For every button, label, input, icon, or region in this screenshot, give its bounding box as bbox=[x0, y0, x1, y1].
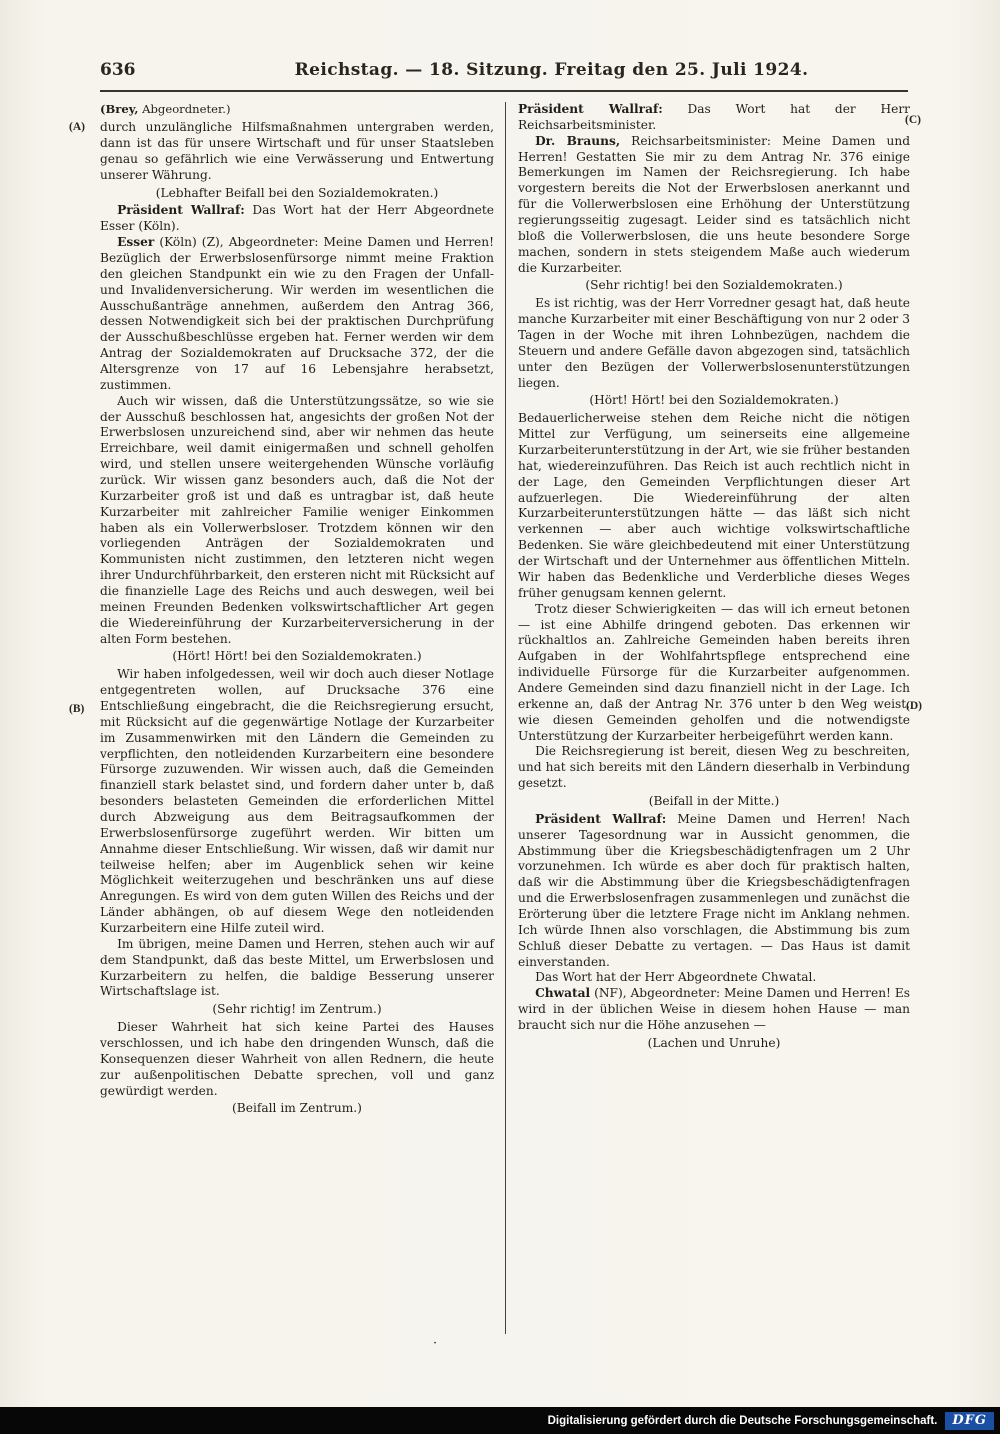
speech-paragraph: Trotz dieser Schwierigkeiten — das will ich erneut betonen — ist eine Abhilfe dringend geboten. Das erkennen wir rückhaltlos an. Zahlreiche Gemeinden haben bereits ihren Aufgaben in der Wohlfahrtspflege entsprechend eine individuelle Fürsorge für die Kurzarbeiter aufgenommen. Andere Gemeinden sind dazu finanziell nicht in der Lage. Ich erkenne an, daß der Antrag Nr. 376 unter b den Weg weist, wie diesen Gemeinden geholfen und die notwendigste Unterstützung der Kurzarbeiter herbeigeführt werden kann. bbox=[518, 601, 910, 743]
dfg-logo: DFG bbox=[945, 1412, 994, 1430]
speech-paragraph: Wir haben infolgedessen, weil wir doch auch dieser Notlage entgegentreten wollen, auf Drucksache 376 eine Entschließung eingebracht, die die Reichsregierung ersucht, mit Rücksicht auf die gegenwärtige Notlage der Kurzarbeiter im Zusammenwirken mit den Ländern die Gemeinden zu verpflichten, den notleidenden Kurzarbeitern eine besondere Fürsorge zuzuwenden. Wir wissen auch, daß die Gemeinden finanziell stark belastet sind, und fordern daher unter b, daß besonders belasteten Gemeinden die erforderlichen Mittel durch Abzweigung aus dem Beitragsaufkommen der Erwerbslosenfürsorge zugeführt werden. Wir bitten um Annahme dieser Entschließung. Wir wissen, daß wir damit nur teilweise helfen; aber im Augenblick sehen wir keine Möglichkeit weiterzugehen und beschränken uns auf diese Anregungen. Es wird von dem guten Willen des Reichs und der Länder abhängen, ob auf diesem Wege den notleidenden Kurzarbeitern eine Hilfe zuteil wird. bbox=[100, 667, 494, 936]
speech-paragraph: Es ist richtig, was der Herr Vorredner gesagt hat, daß heute manche Kurzarbeiter mit einer Beschäftigung von nur 2 oder 3 Tagen in der Woche mit ihren Lohnbezügen, nachdem die Steuern und andere Gefälle davon abgezogen sind, tatsächlich unter den Bezügen der Vollerwerbslosenunterstützungen liegen. bbox=[518, 296, 910, 390]
stage-direction: (Sehr richtig! im Zentrum.) bbox=[212, 1002, 382, 1017]
speaker-role: Abgeordneter.) bbox=[142, 102, 231, 116]
speaker-name: Esser bbox=[117, 235, 155, 250]
speaker-paragraph bbox=[518, 102, 910, 134]
digitization-footer bbox=[0, 1407, 1000, 1434]
speech-text: Meine Damen und Herren! Nach unserer Tagesordnung war in Aussicht genommen, die Abstimmung über die Kriegsbeschädigtenfragen um 2 Uhr vorzunehmen. Ich würde es aber doch für praktisch halten, daß wir die Abstimmung über die Kriegsbeschädigtenfragen und die Erwerbslosenfragen zusammenlegen und zunächst die Erörterung über die letztere Frage nicht im Anklang nehmen. Ich würde Ihnen also vorschlagen, die Abstimmung bis zum Schluß dieser Debatte zu vertagen. — Das Haus ist damit einverstanden. bbox=[518, 811, 910, 969]
speaker-paragraph bbox=[518, 812, 910, 971]
stage-direction: (Hört! Hört! bei den Sozialdemokraten.) bbox=[589, 393, 839, 408]
margin-marker-d: (D) bbox=[906, 700, 922, 712]
stage-direction: (Lebhafter Beifall bei den Sozialdemokraten.) bbox=[155, 185, 439, 200]
speaker-name: Chwatal bbox=[535, 986, 591, 1001]
speech-text: Das Wort hat der Herr Abgeordnete Esser (Köln). bbox=[100, 203, 494, 234]
speech-text: Das Wort hat der Herr Reichsarbeitsminister. bbox=[518, 102, 910, 132]
stage-direction: (Sehr richtig! bei den Sozialdemokraten.) bbox=[585, 278, 843, 293]
margin-marker-c: (C) bbox=[905, 114, 921, 126]
stage-direction: (Beifall in der Mitte.) bbox=[648, 793, 780, 808]
speech-paragraph: Auch wir wissen, daß die Unterstützungssätze, so wie sie der Ausschuß beschlossen hat, angesichts der großen Not der Erwerbslosen unzureichend sind, aber wir nehmen das heute Erreichbare, weil damit einigermaßen und schnell geholfen wird, und stellen unsere weitergehenden Wünsche vorläufig zurück. Wir wissen ganz besonders auch, daß die Not der Kurzarbeiter groß ist und daß es untragbar ist, daß heute Kurzarbeiter mit zahlreicher Familie weniger Einkommen haben als ein Vollerwerbsloser. Trotzdem können wir den vorliegenden Anträgen der Sozialdemokraten und Kommunisten nicht zustimmen, den letzteren nicht wegen ihrer Undurchführbarkeit, den ersteren nicht mit Rücksicht auf die finanzielle Lage des Reichs und auch deswegen, weil bei meinen Freunden Bedenken volkswirtschaftlicher Art gegen die Wiedereinführung der Kurzarbeiterversicherung in der alten Form bestehen. bbox=[100, 393, 494, 646]
stage-direction: (Beifall im Zentrum.) bbox=[232, 1101, 362, 1116]
stage-direction: (Hört! Hört! bei den Sozialdemokraten.) bbox=[172, 649, 422, 664]
speech-text: (NF), Abgeordneter: Meine Damen und Herren! Es wird in der üblichen Weise in diesem hohen Hause — man braucht sich nur die Höhe anzusehen — bbox=[518, 986, 910, 1032]
margin-marker-a: (A) bbox=[69, 121, 85, 133]
page-number: 636 bbox=[100, 60, 136, 80]
speaker-paragraph bbox=[100, 203, 494, 235]
right-column bbox=[505, 102, 910, 1334]
speech-text: Reichsarbeitsminister: Meine Damen und Herren! Gestatten Sie mir zu dem Antrag Nr. 376 einige Bemerkungen im Namen der Reichsregierung. Ich habe vorgestern bereits die Not der Erwerbslosen anerkannt und für die Vollerwerbslosen eine Erhöhung der Unterstützung regierungsseitig zugesagt. Leider sind es tatsächlich nicht bloß die Vollerwerbslosen, die uns heute besondere Sorge machen, sondern in stets steigendem Maße auch wiederum die Kurzarbeiter. bbox=[518, 133, 910, 275]
left-column bbox=[100, 102, 505, 1334]
speaker-paragraph bbox=[100, 235, 494, 394]
print-mark: · bbox=[433, 1336, 438, 1351]
speaker-paragraph bbox=[518, 134, 910, 277]
digitization-credit: Digitalisierung gefördert durch die Deutsche Forschungsgemeinschaft. bbox=[547, 1414, 938, 1427]
speech-text: (Köln) (Z), Abgeordneter: Meine Damen und Herren! Bezüglich der Erwerbslosenfürsorge nimmt meine Fraktion den gleichen Standpunkt ein wie zu den Fragen der Unfall- und Invalidenversicherung. Wir werden im wesentlichen die Ausschußanträge annehmen, außerdem den Antrag 366, dessen Notwendigkeit sich bei der praktischen Durchprüfung der Ausschußbeschlüsse ergeben hat. Ferner werden wir dem Antrag der Sozialdemokraten auf Drucksache 372, der die Altersgrenze von 17 auf 16 Lebensjahre herabsetzt, zustimmen. bbox=[100, 235, 495, 392]
speaker-name: Dr. Brauns, bbox=[535, 133, 621, 148]
speech-paragraph: durch unzulängliche Hilfsmaßnahmen untergraben werden, dann ist das für unsere Wirtschaft und für unser Staatsleben genau so gefährlich wie eine Verwässerung und Entwertung unserer Währung. bbox=[100, 120, 494, 182]
header-title: Reichstag. — 18. Sitzung. Freitag den 25. Juli 1924. bbox=[294, 60, 809, 80]
text-columns bbox=[100, 102, 910, 1334]
speech-paragraph: Dieser Wahrheit hat sich keine Partei des Hauses verschlossen, und ich habe den dringenden Wunsch, daß die Konsequenzen dieser Wahrheit von allen Rednern, die heute zur außenpolitischen Debatte sprechen, voll und ganz gewürdigt werden. bbox=[100, 1020, 494, 1098]
speaker-name: (Brey, bbox=[100, 102, 139, 116]
stage-direction: (Lachen und Unruhe) bbox=[647, 1035, 781, 1050]
speaker-name: Präsident Wallraf: bbox=[117, 203, 245, 218]
margin-marker-b: (B) bbox=[69, 703, 85, 715]
speech-paragraph: Die Reichsregierung ist bereit, diesen Weg zu beschreiten, und hat sich bereits mit den Ländern dieserhalb in Verbindung gesetzt. bbox=[518, 744, 910, 791]
page-header bbox=[100, 60, 908, 80]
speech-paragraph: Im übrigen, meine Damen und Herren, stehen auch wir auf dem Standpunkt, daß das beste Mittel, um Erwerbslosen und Kurzarbeitern zu helfen, die baldige Besserung unserer Wirtschaftslage ist. bbox=[100, 936, 494, 999]
speech-paragraph: Bedauerlicherweise stehen dem Reiche nicht die nötigen Mittel zur Verfügung, um seinerseits eine allgemeine Kurzarbeiterunterstützung in der Art, wie sie früher bestanden hat, wiedereinzuführen. Das Reich ist auch rechtlich nicht in der Lage, den Gemeinden Verpflichtungen dieser Art aufzuerlegen. Die Wiedereinführung der alten Kurzarbeiterunterstützungen hätte — das läßt sich nicht verkennen — aber auch wichtige volkswirtschaftliche Bedenken. Sie wäre gleichbedeutend mit einer Unterstützung der Wirtschaft und der Unternehmer aus öffentlichen Mitteln. Wir haben das Bedenkliche und Verderbliche dieses Weges früher genugsam kennen gelernt. bbox=[518, 411, 910, 600]
carryover-speaker-label bbox=[100, 102, 494, 117]
speaker-paragraph bbox=[518, 986, 910, 1034]
speaker-name: Präsident Wallraf: bbox=[518, 102, 663, 116]
speech-paragraph: Das Wort hat der Herr Abgeordnete Chwatal. bbox=[535, 970, 817, 985]
header-rule bbox=[100, 90, 908, 92]
speaker-name: Präsident Wallraf: bbox=[535, 811, 667, 826]
